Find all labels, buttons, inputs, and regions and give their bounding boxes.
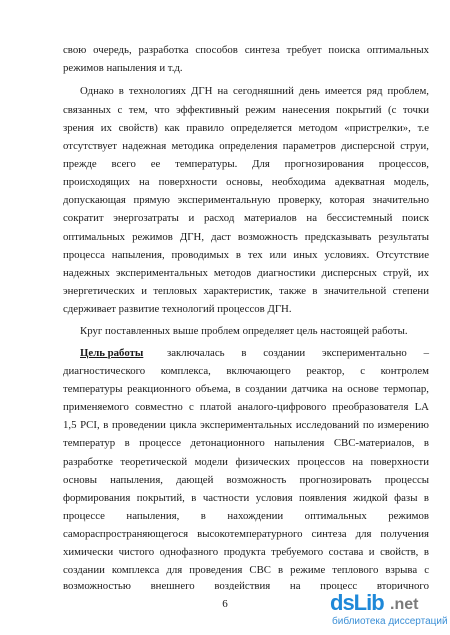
text-line: оптимальных режимов ДГН, даст возможность предсказывать результаты (63, 231, 429, 243)
text-line: основы напыления, дающей возможность прогнозировать процессы (63, 474, 429, 486)
page-number: 6 (222, 598, 228, 610)
text-line: 1,5 PCI, в проведении цикла экспериментальных исследований по измерению (63, 419, 429, 431)
text-line: связанных с тем, что эффективный режим нанесения покрытий (с точки (63, 104, 429, 116)
text-line: температур в процессе детонационного напыления СВС-материалов, в (63, 437, 429, 449)
text-line: химически чистого однофазного продукта требуемого состава и свойств, в (63, 546, 429, 558)
text-line: температуры реакционного объема, в создании датчика на основе термопар, (63, 383, 429, 395)
text-line: Круг поставленных выше проблем определяет цель настоящей работы. (80, 325, 408, 337)
text-line: происходящих на поверхности основы, необходима адекватная модель, (63, 176, 429, 188)
watermark-logo: dsLib (330, 590, 384, 615)
text-line: процесса напыления, проводимых в тех или иных условиях. Отсутствие (63, 249, 429, 261)
goal-label: Цель работы (80, 347, 144, 359)
text-line: диагностического комплекса, включающего реактор, с контролем (63, 365, 429, 377)
text-line: свою очередь, разработка способов синтеза требует поиска оптимальных (63, 44, 429, 56)
text-line: процессе напыления, в нахождении оптимальных режимов (63, 510, 429, 522)
watermark-domain: .net (390, 596, 419, 613)
watermark (330, 590, 448, 632)
text-line: надежных экспериментальных методов диагностики дисперсных струй, их (63, 267, 429, 279)
text-line: создании комплекса для проведения СВС в режиме теплового взрыва с (63, 564, 429, 576)
text-line: формирования покрытий, в частности условия появления жидкой фазы в (63, 492, 429, 504)
text-line: прежде всего ее температуры. Для прогнозирования процессов, (63, 158, 429, 170)
text-line: сократит энергозатраты и расход материалов на бессистемный поиск (63, 212, 429, 224)
text-line: зрения их свойств) как правило определяется методом «пристрелки», т.е (63, 122, 429, 134)
watermark-caption: библиотека диссертаций (332, 616, 448, 627)
text-line: разработке теоретической модели физических процессов на поверхности (63, 456, 429, 468)
text-line: режимов напыления и т.д. (63, 62, 183, 74)
text-line: отсутствует надежная методика определения параметров дисперсной струи, (63, 140, 429, 152)
text-line: заключалась в создании экспериментально – (167, 347, 429, 359)
text-line: допускающая прямую экспериментальную проверку, которая значительно (63, 194, 429, 206)
text-line: сдерживает развитие технологий процессов ДГН. (63, 303, 292, 315)
text-line: энергетических и тепловых характеристик, также в значительной степени (63, 285, 429, 297)
text-line: возможностью внешнего воздействия на процесс вторичного (63, 580, 429, 590)
text-line: самораспространяющегося высокотемпературного синтеза для получения (63, 528, 429, 540)
text-line: применяемого совместно с платой аналого-цифрового преобразователя LA (63, 401, 429, 413)
goal-line (80, 347, 429, 360)
text-line: Однако в технологиях ДГН на сегодняшний день имеется ряд проблем, (80, 85, 429, 97)
